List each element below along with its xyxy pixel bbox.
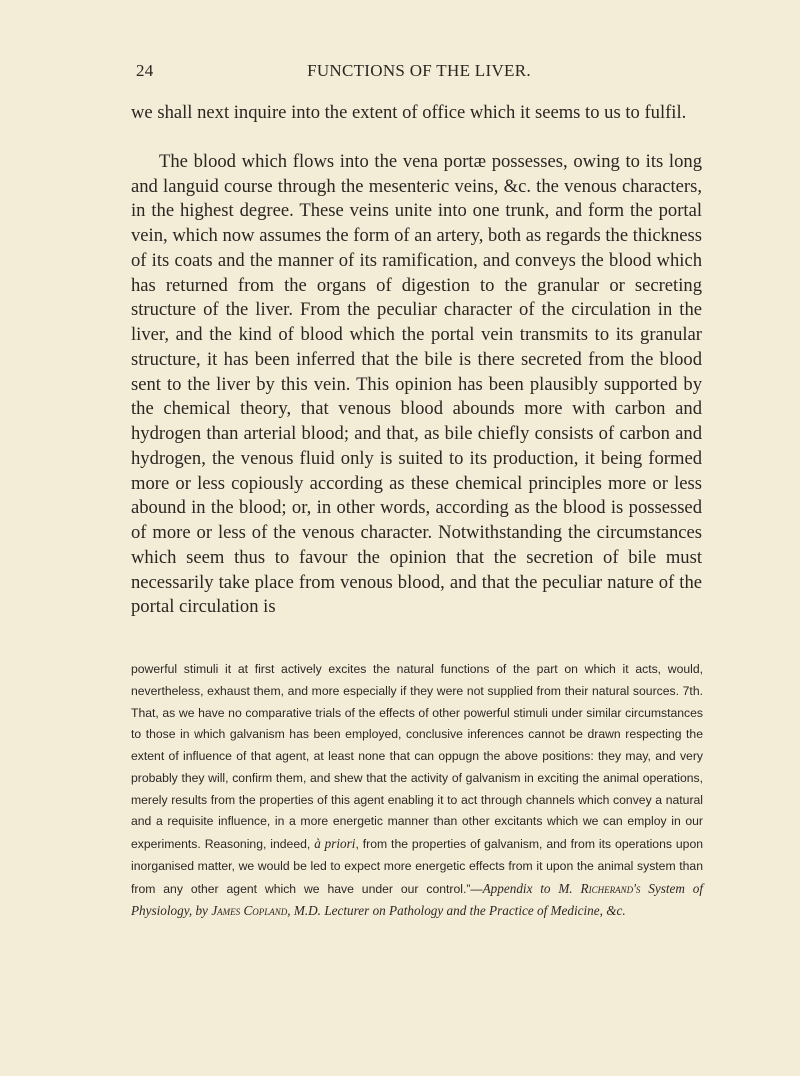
body-paragraph: The blood which flows into the vena portæ possesses, owing to its long and languid course through the mesenteric veins, &c. the venous characters, in the highest degree. These veins unite into one trunk, and form the portal vein, which now assumes the form of an artery, both as regards the thickness of its coats and the manner of its ramification, and conveys the blood which has returned from the organs of digestion to the granular or secreting structure of the liver. From the peculiar character of the circulation in the liver, and the kind of blood which the portal vein transmits to its granular structure, it has been inferred that the bile is there secreted from the blood sent to the liver by this vein. This opinion has been plausibly supported by the chemical theory, that venous blood abounds more with carbon and hydrogen than arterial blood; and that, as bile chiefly consists of carbon and hydrogen, the venous fluid only is suited to its production, it being formed more or less copiously according as these chemical principles more or less abound in the blood; or, in other words, according as the blood is possessed of more or less of the venous character. Notwithstanding the circumstances which seem thus to favour the opinion that the secretion of bile must necessarily take place from venous blood, and that the peculiar nature of the portal circulation is xyxy=(131,150,702,618)
body-paragraph-continuation: we shall next inquire into the extent of office which it seems to us to fulfil. xyxy=(131,102,687,123)
footnote-citation-a: Appendix to M. xyxy=(482,880,573,896)
footnote-text-b: , from the properties of galvanism, and from its operations upon inorganised matter, we would be led to expect more energetic effects from it upon the animal system than from any other agent which we have under our control.”— xyxy=(131,837,703,896)
footnote-author-1: Richerand's xyxy=(580,880,641,896)
footnote-citation-c: Lecturer on Pathology and the Practice of Medicine, &c. xyxy=(324,903,626,919)
footnote-text-a: powerful stimuli it at first actively excites the natural functions of the part on which it acts, would, nevertheless, exhaust them, and more especially if they were not supplied from their natural sources. 7th. That, as we have no comparative trials of the effects of other powerful stimuli under similar circumstances to those in which galvanism has been employed, conclusive inferences cannot be drawn respecting the extent of influence of that agent, at least none that can oppugn the above positions: they may, and very probably they will, confirm them, and shew that the activity of galvanism in exciting the animal operations, merely results from the properties of this agent enabling it to act through channels which convey a natural and a requisite influence, in a more energetic manner than other excitants which we can employ in our experiments. Reasoning, indeed, xyxy=(131,662,703,851)
body-text xyxy=(131,101,702,620)
page-number: 24 xyxy=(136,61,154,80)
running-head xyxy=(136,61,702,85)
running-title: FUNCTIONS OF THE LIVER. xyxy=(307,61,531,80)
footnote-text xyxy=(131,659,703,923)
footnote-author-2: James Copland, M.D. xyxy=(211,903,321,919)
footnote-a-priori: à priori xyxy=(314,836,356,851)
footnote xyxy=(131,659,703,923)
footnote-citation-b: System of Physiology, by xyxy=(131,880,703,919)
